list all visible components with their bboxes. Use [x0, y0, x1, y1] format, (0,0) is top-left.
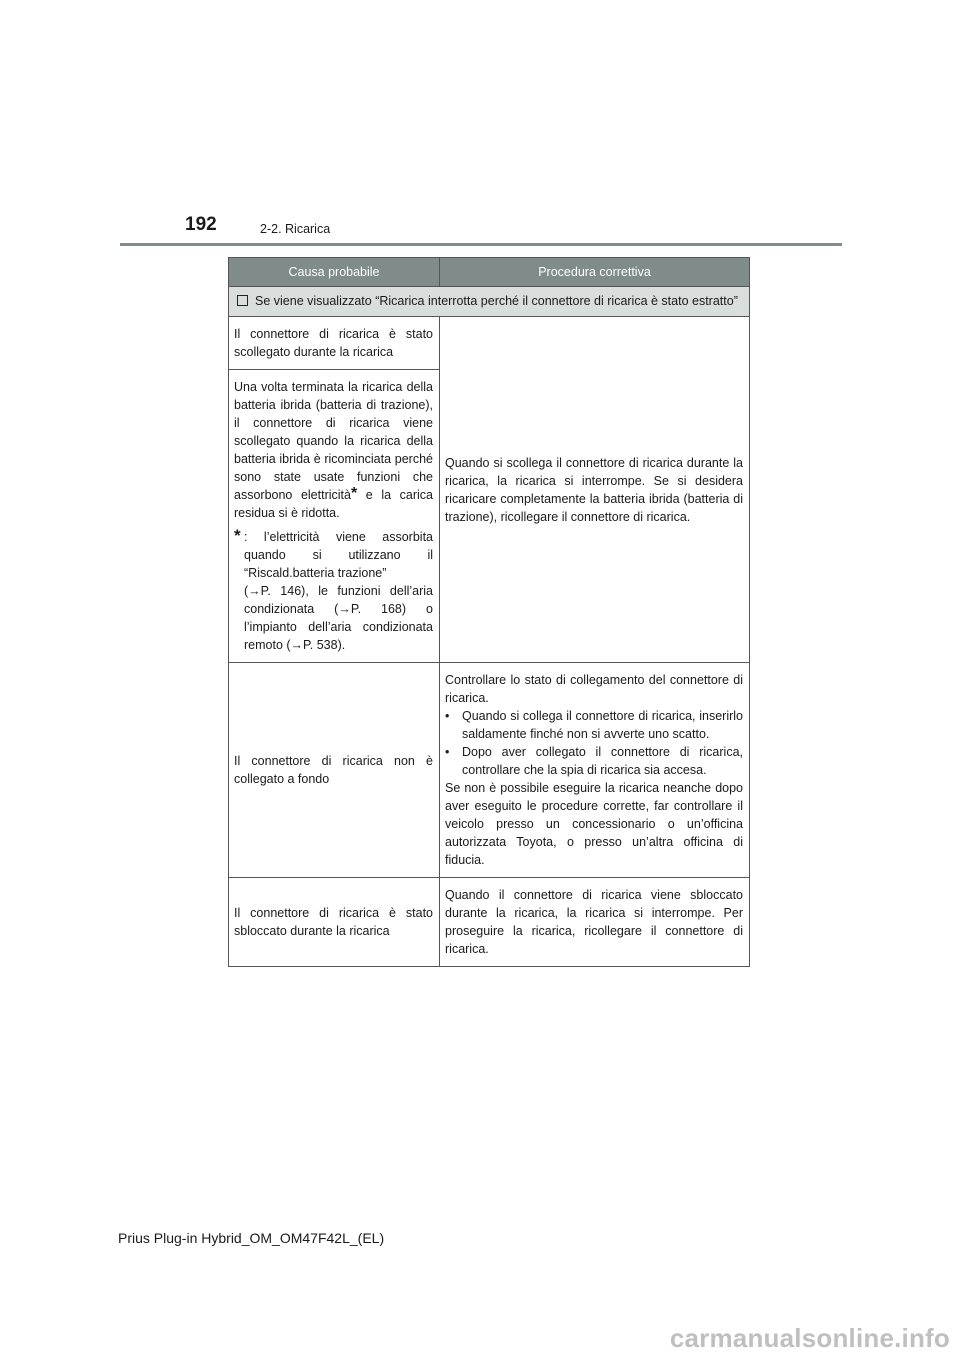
section-heading-text: Se viene visualizzato “Ricarica interrotta perché il connettore di ricarica è stato estratto”: [255, 294, 738, 308]
list-item: [445, 743, 743, 779]
footnote-line: : l’elettricità viene assorbita quando si utilizzano il “Riscald.batteria trazione”: [244, 530, 433, 580]
cause-cell: [229, 663, 440, 878]
procedure-text: Quando si scollega il connettore di ricarica durante la ricarica, la ricarica si interrompe. Se si desidera ricaricare completamente la batteria ibrida (batteria di trazione), ricollegare il connettore di ricarica.: [445, 455, 743, 524]
cause-cell: [229, 370, 440, 663]
table-header-row: [229, 258, 750, 287]
section-title: 2-2. Ricarica: [260, 222, 331, 236]
cause-cell: [229, 878, 440, 967]
page-number: 192: [185, 214, 217, 235]
cause-text: Il connettore di ricarica è stato sbloccato durante la ricarica: [234, 906, 433, 938]
table-row: [229, 317, 750, 370]
section-heading-cell: [229, 287, 750, 317]
table-row: [229, 878, 750, 967]
table-row: [229, 663, 750, 878]
watermark: carmanualsonline.info: [669, 1323, 950, 1353]
procedure-text: Quando il connettore di ricarica viene sbloccato durante la ricarica, la ricarica si interrompe. Per proseguire la ricarica, ricollegare il connettore di ricarica.: [445, 888, 743, 956]
footnote-mark: *: [234, 526, 241, 545]
procedure-intro: Controllare lo stato di collegamento del connettore di ricarica.: [445, 673, 743, 705]
bullet-text: Dopo aver collegato il connettore di ricarica, controllare che la spia di ricarica sia accesa.: [462, 745, 743, 777]
cause-cell: [229, 317, 440, 370]
cause-text-part: e la carica residua si è ridotta.: [234, 488, 433, 520]
bullet-icon: •: [445, 745, 450, 759]
manual-id-footer: Prius Plug-in Hybrid_OM_OM47F42L_(EL): [118, 1230, 385, 1246]
table-section-row: [229, 287, 750, 317]
cause-text: [234, 378, 433, 522]
footnote: [234, 528, 433, 654]
asterisk-mark: *: [350, 485, 358, 502]
footnote-line: (→P. 146), le funzioni dell’aria condizionata (→P. 168) o l’impianto dell’aria condizionata remoto (→P. 538).: [244, 584, 433, 652]
bullet-icon: •: [445, 709, 450, 723]
column-header-procedure: Procedura correttiva: [440, 258, 750, 287]
troubleshooting-table: [228, 257, 750, 967]
header-rule: [120, 243, 842, 246]
footnote-text: [244, 528, 433, 654]
checkbox-square-icon: [237, 295, 248, 306]
bullet-text: Quando si collega il connettore di ricarica, inserirlo saldamente finché non si avverte uno scatto.: [462, 709, 743, 741]
procedure-cell: [440, 663, 750, 878]
procedure-cell: [440, 878, 750, 967]
cause-text: Il connettore di ricarica non è collegato a fondo: [234, 754, 433, 786]
list-item: [445, 707, 743, 743]
cause-text: Il connettore di ricarica è stato scollegato durante la ricarica: [234, 327, 433, 359]
procedure-outro: Se non è possibile eseguire la ricarica neanche dopo aver eseguito le procedure corrette, far controllare il veicolo presso un concessionario o un’officina autorizzata Toyota, o presso un’altra officina di fiducia.: [445, 781, 743, 867]
column-header-cause: Causa probabile: [229, 258, 440, 287]
cause-text-part: Una volta terminata la ricarica della batteria ibrida (batteria di trazione), il connettore di ricarica viene scollegato quando la ricarica della batteria ibrida è ricominciata perché sono state usate funzioni che assorbono elettricità: [234, 380, 433, 502]
procedure-cell: [440, 317, 750, 663]
